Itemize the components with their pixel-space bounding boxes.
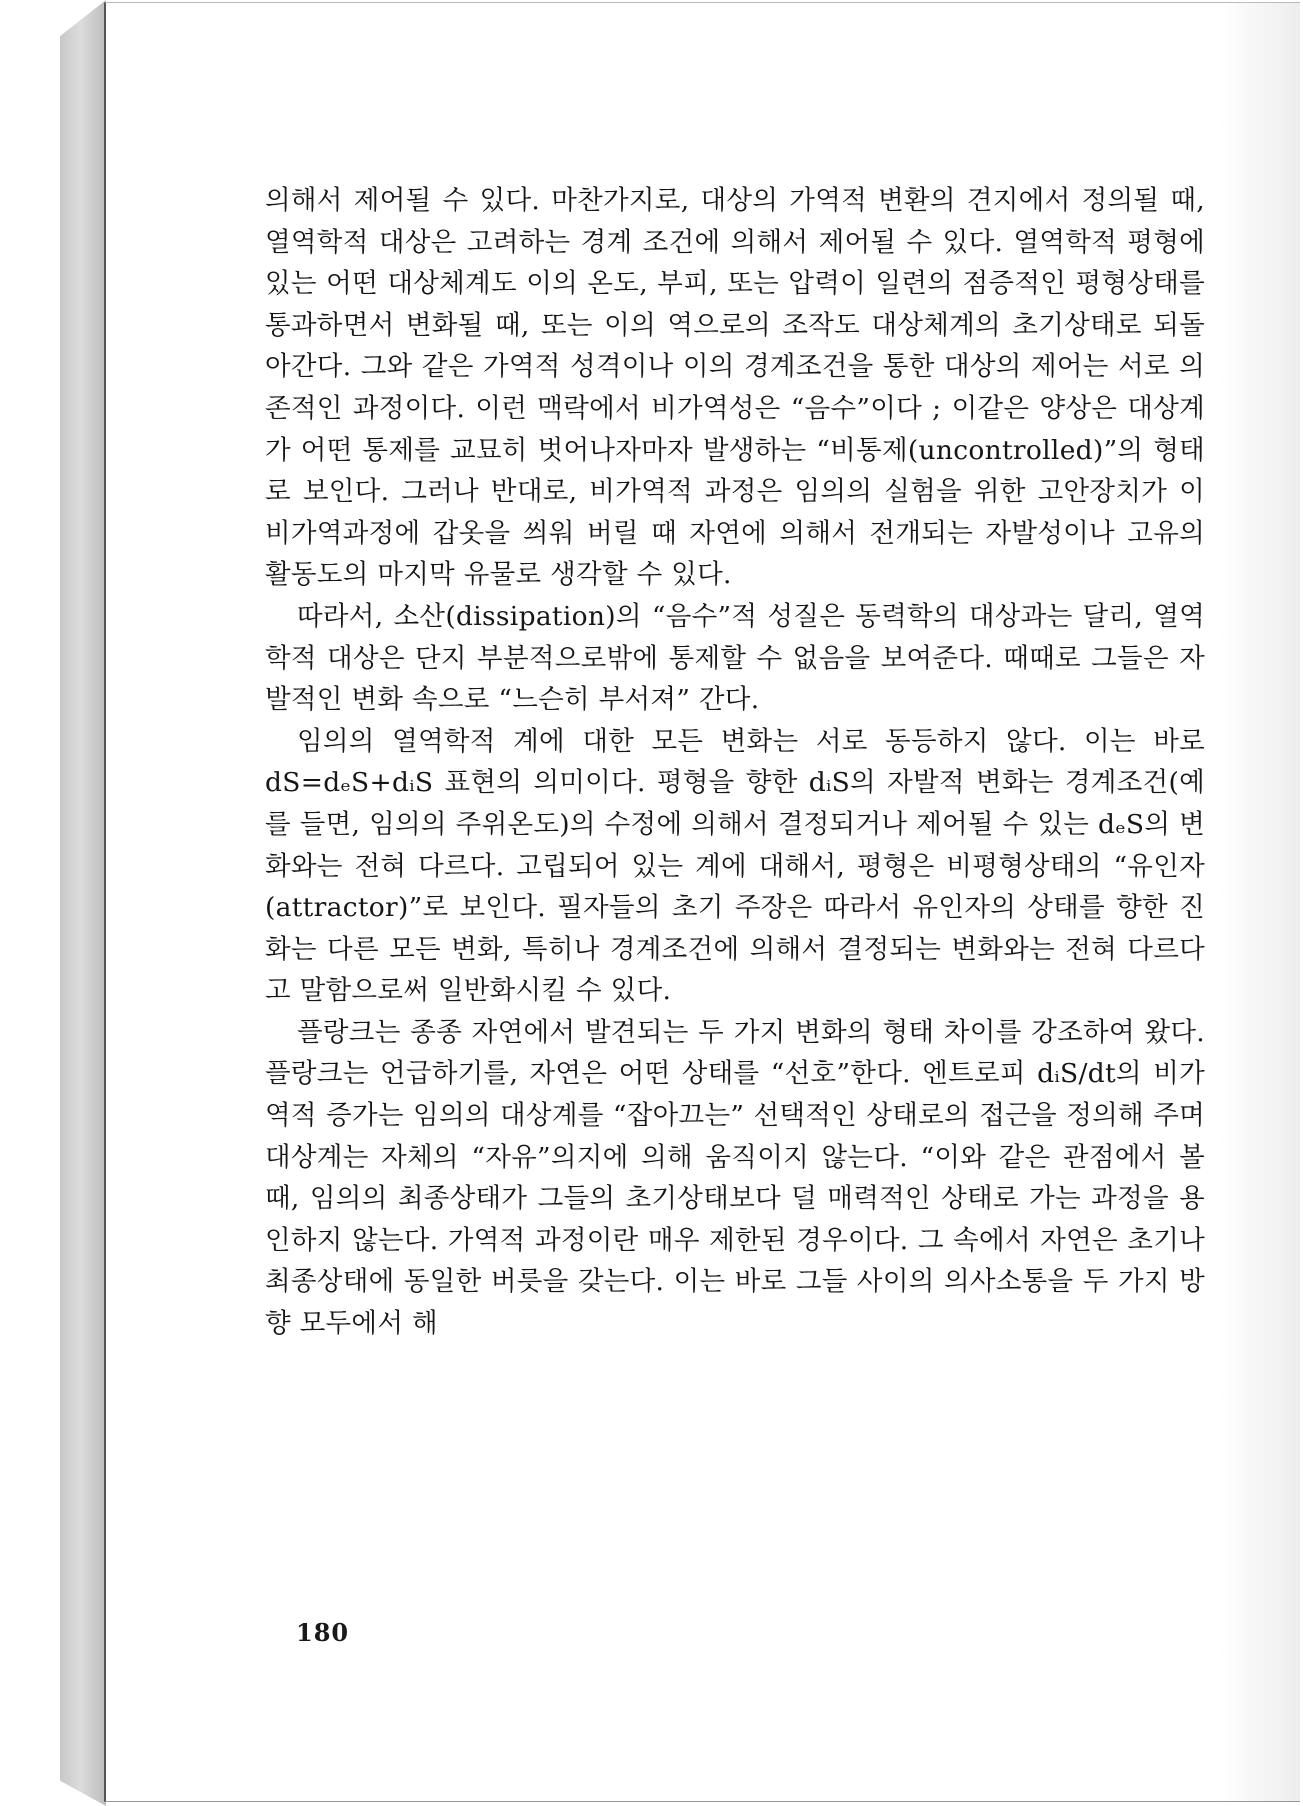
paragraph-dissipation: 따라서, 소산(dissipation)의 “음수”적 성질은 동력학의 대상과는 달리, 열역학적 대상은 단지 부분적으로밖에 통제할 수 없음을 보여준다. 때때로 그들은 자발적인 변화 속으로 “느슨히 부서져” 간다.: [265, 600, 1205, 716]
paragraph-entropy-change: 임의의 열역학적 계에 대한 모든 변화는 서로 동등하지 않다. 이는 바로 dS=dₑS+dᵢS 표현의 의미이다. 평형을 향한 dᵢS의 자발적 변화는 경계조건(예를 들면, 임의의 주위온도)의 수정에 의해서 결정되거나 제어될 수 있는 dₑS의 변화와는 전혀 다르다. 고립되어 있는 계에 대해서, 평형은 비평형상태의 “유인자(attractor)”로 보인다. 필자들의 초기 주장은 따라서 유인자의 상태를 향한 진화는 다른 모든 변화, 특히나 경계조건에 의해서 결정되는 변화와는 전혀 다르다고 말함으로써 일반화시킬 수 있다.: [265, 725, 1205, 1007]
paragraph-continued: 의해서 제어될 수 있다. 마찬가지로, 대상의 가역적 변환의 견지에서 정의될 때, 열역학적 대상은 고려하는 경계 조건에 의해서 제어될 수 있다. 열역학적 평형에 있는 어떤 대상체계도 이의 온도, 부피, 또는 압력이 일련의 점증적인 평형상태를 통과하면서 변화될 때, 또는 이의 역으로의 조작도 대상체계의 초기상태로 되돌아간다. 그와 같은 가역적 성격이나 이의 경계조건을 통한 대상의 제어는 서로 의존적인 과정이다. 이런 맥락에서 비가역성은 “음수”이다 ; 이같은 양상은 대상계가 어떤 통제를 교묘히 벗어나자마자 발생하는 “비통제(uncontrolled)”의 형태로 보인다. 그러나 반대로, 비가역적 과정은 임의의 실험을 위한 고안장치가 이 비가역과정에 갑옷을 씌워 버릴 때 자연에 의해서 전개되는 자발성이나 고유의 활동도의 마지막 유물로 생각할 수 있다.: [265, 185, 1205, 591]
page-number: 180: [296, 1618, 350, 1647]
paragraph-planck: 플랑크는 종종 자연에서 발견되는 두 가지 변화의 형태 차이를 강조하여 왔다. 플랑크는 언급하기를, 자연은 어떤 상태를 “선호”한다. 엔트로피 dᵢS/dt의 비가역적 증가는 임의의 대상계를 “잡아끄는” 선택적인 상태로의 접근을 정의해 주며 대상계는 자체의 “자유”의지에 의해 움직이지 않는다. “이와 같은 관점에서 볼 때, 임의의 최종상태가 그들의 초기상태보다 덜 매력적인 상태로 가는 과정을 용인하지 않는다. 가역적 과정이란 매우 제한된 경우이다. 그 속에서 자연은 초기나 최종상태에 동일한 버릇을 갖는다. 이는 바로 그들 사이의 의사소통을 두 가지 방향 모두에서 해: [265, 1016, 1205, 1340]
body-text: [265, 180, 1205, 1345]
book-spine-edge: [60, 0, 106, 1806]
page-edge-shadow: [1220, 3, 1300, 1801]
